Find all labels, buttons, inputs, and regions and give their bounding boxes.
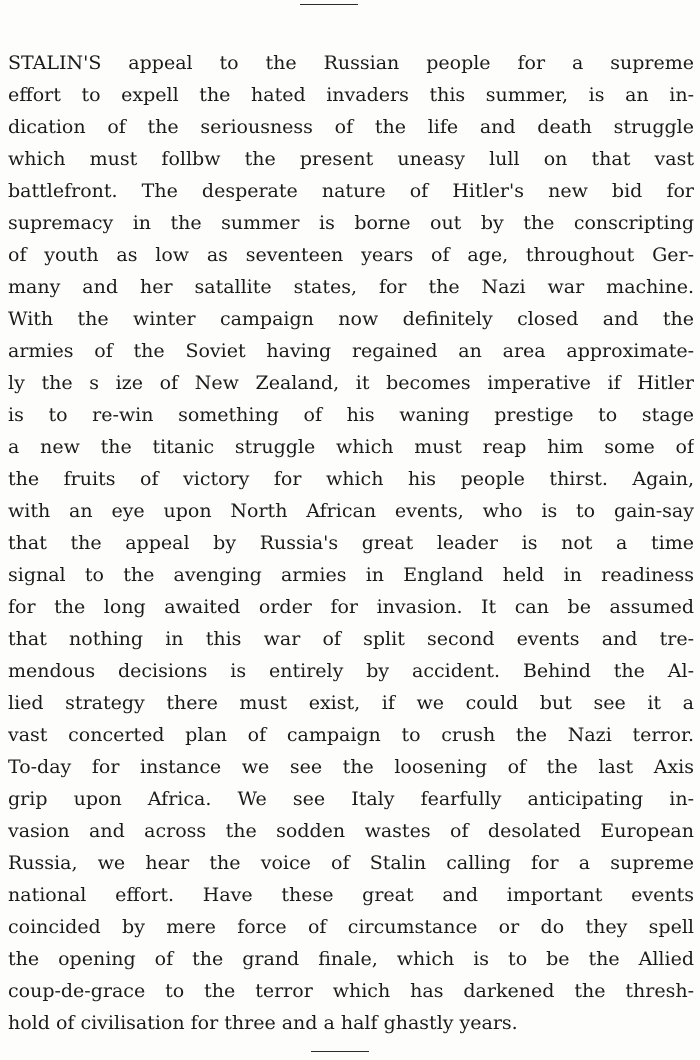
article-line: coincided by mere force of circumstance or do they spell [8,916,694,938]
article-line: dication of the seriousness of the life and death struggle [8,116,694,138]
article-line: is to re-win something of his waning prestige to stage [8,404,694,426]
article-line: ly the s ize of New Zealand, it becomes imperative if Hitler [8,372,694,394]
article-line: lied strategy there must exist, if we could but see it a [8,692,694,714]
article-line: that nothing in this war of split second events and tre- [8,628,694,650]
article-line: signal to the avenging armies in England held in readiness [8,564,694,586]
article-line: effort to expell the hated invaders this summer, is an in- [8,84,694,106]
top-divider-rule [300,4,358,5]
article-line: vasion and across the sodden wastes of desolated European [8,820,694,842]
article-line: Russia, we hear the voice of Stalin calling for a supreme [8,852,694,874]
article-line: a new the titanic struggle which must reap him some of [8,436,694,458]
article-body [8,47,694,1039]
article-line: that the appeal by Russia's great leader is not a time [8,532,694,554]
article-line: STALIN'S appeal to the Russian people for a supreme [8,52,694,74]
article-line: supremacy in the summer is borne out by the conscripting [8,212,694,234]
article-line: of youth as low as seventeen years of age, throughout Ger- [8,244,694,266]
article-line: mendous decisions is entirely by accident. Behind the Al- [8,660,694,682]
article-line: the fruits of victory for which his people thirst. Again, [8,468,694,490]
article-line: battlefront. The desperate nature of Hitler's new bid for [8,180,694,202]
article-line: coup-de-grace to the terror which has darkened the thresh- [8,980,694,1002]
article-line: vast concerted plan of campaign to crush the Nazi terror. [8,724,694,746]
article-line: With the winter campaign now definitely closed and the [8,308,694,330]
article-line: armies of the Soviet having regained an area approximate- [8,340,694,362]
article-line: for the long awaited order for invasion. It can be assumed [8,596,694,618]
article-line: many and her satallite states, for the Nazi war machine. [8,276,694,298]
article-line: grip upon Africa. We see Italy fearfully anticipating in- [8,788,694,810]
article-line: with an eye upon North African events, who is to gain-say [8,500,694,522]
article-line: which must follbw the present uneasy lull on that vast [8,148,694,170]
article-line: the opening of the grand finale, which is to be the Allied [8,948,694,970]
article-line: To-day for instance we see the loosening of the last Axis [8,756,694,778]
article-line: national effort. Have these great and important events [8,884,694,906]
article-line-last: hold of civilisation for three and a half ghastly years. [8,1012,518,1034]
bottom-divider-rule [311,1051,369,1052]
